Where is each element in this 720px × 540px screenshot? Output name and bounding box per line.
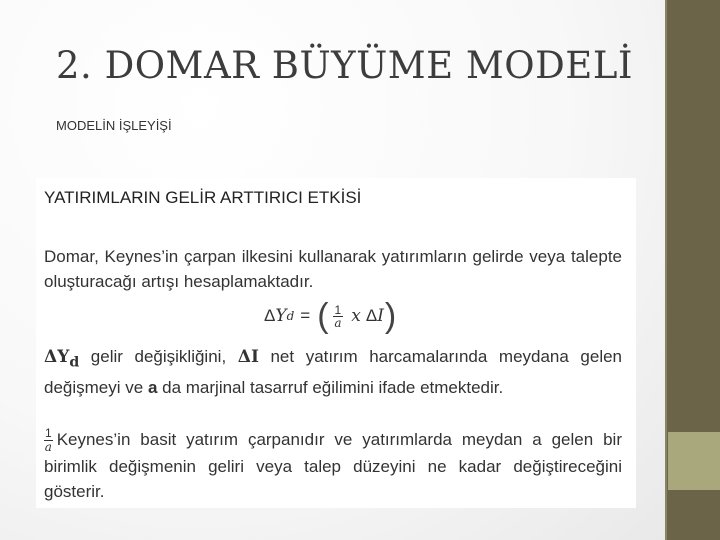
multiplier-text: Keynes’in basit yatırım çarpanıdır ve yatırımlarda meydan a gelen bir birimlik değişmenin geliri veya talep düzeyini ne kadar değiştireceğini gösterir. [44, 430, 622, 502]
inline-fraction [44, 427, 53, 454]
multiplier-formula [264, 299, 397, 333]
symbol-delta-y-sub: d [69, 354, 80, 371]
formula-fraction [333, 304, 344, 329]
section-heading: YATIRIMLARIN GELİR ARTTIRICI ETKİSİ [44, 188, 362, 207]
formula-lhs-var: Y [275, 306, 287, 326]
formula-close-paren: ) [384, 297, 397, 335]
content-panel [36, 178, 636, 508]
definitions-text-3: da marjinal tasarruf eğilimini ifade etmektedir. [157, 378, 504, 398]
definitions-text-2: net yatırım harcamalarında meydana gelen değişmeyi ve [44, 347, 623, 398]
sidebar-accent-block [668, 432, 720, 490]
formula-delta: Δ [264, 306, 276, 325]
formula-lhs-sub: d [286, 309, 295, 323]
definitions-text-1: gelir değişikliğini, [79, 347, 238, 366]
slide-title: 2. DOMAR BÜYÜME MODELİ [56, 44, 634, 87]
formula-equals: = [300, 306, 311, 325]
inline-frac-num: 1 [45, 426, 52, 441]
formula-frac-den: a [334, 315, 342, 330]
formula-rhs-var: I [377, 306, 384, 326]
symbol-delta-y: ΔY [44, 347, 70, 367]
sidebar-edge [665, 0, 667, 540]
formula-frac-num: 1 [334, 302, 342, 317]
slide-subtitle: MODELİN İŞLEYİŞİ [56, 118, 172, 133]
formula-rhs-delta: Δ [365, 306, 378, 325]
paragraph-definitions [44, 344, 622, 400]
inline-frac-den: a [44, 440, 52, 455]
paragraph-multiplier [44, 427, 622, 504]
paragraph-intro: Domar, Keynes’in çarpan ilkesini kullanarak yatırımların gelirde veya talepte oluşturacağı artışı hesaplamaktadır. [44, 247, 622, 291]
symbol-a: a [147, 378, 158, 398]
formula-times: x [351, 306, 361, 326]
symbol-delta-i: ΔI [237, 347, 259, 367]
formula-open-paren: ( [317, 297, 329, 335]
